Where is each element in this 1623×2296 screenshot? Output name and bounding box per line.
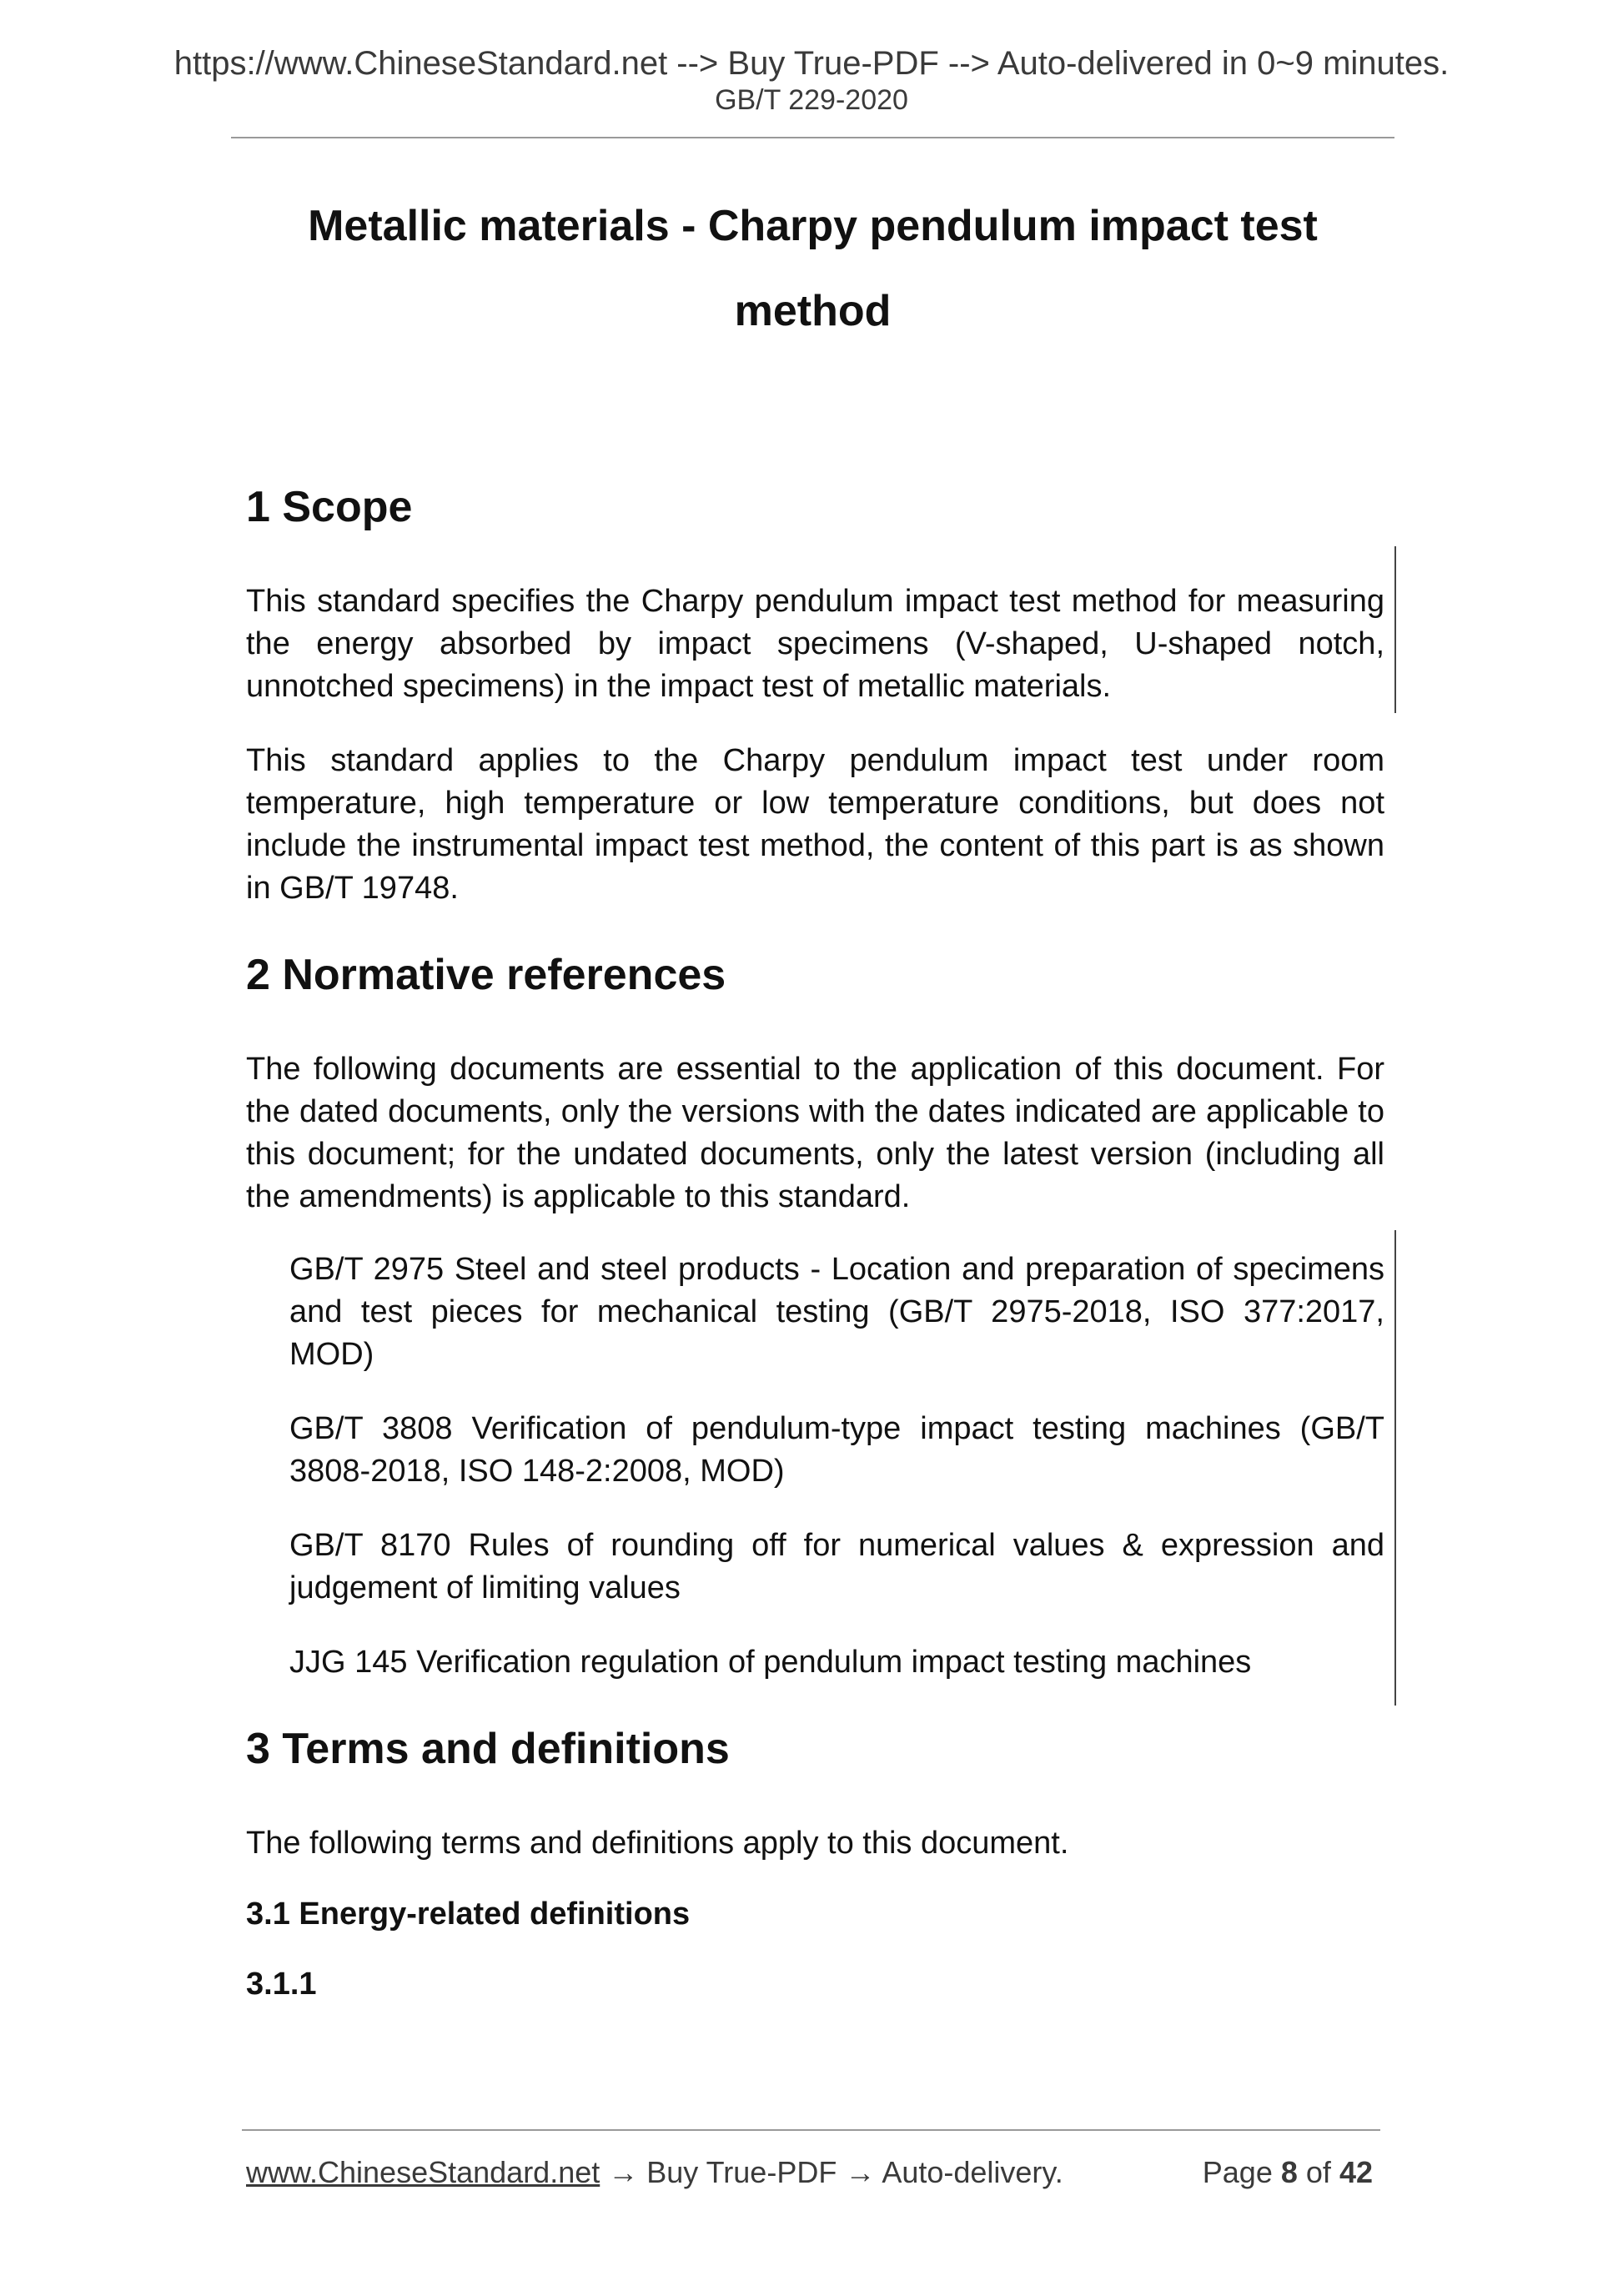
scope-paragraph: This standard applies to the Charpy pendulum impact test under room temperature, high temperature or low temperature conditions, but does not include the instrumental impact test method, the content of this part is as shown in GB/T 19748. [246, 743, 1384, 906]
terms-intro-paragraph: The following terms and definitions apply to this document. [246, 1826, 1069, 1861]
subsection-heading: 3.1 Energy-related definitions [246, 1897, 691, 1932]
footer-promo [246, 2154, 1063, 2191]
document-body [246, 467, 1384, 2005]
page-indicator [1203, 2154, 1373, 2191]
total-page-count: 42 [1339, 2155, 1373, 2189]
footer-divider [242, 2129, 1380, 2131]
normative-intro-paragraph: The following documents are essential to the application of this document. For the dated documents, only the versions with the dates indicated are applicable to this document; for the undated documents, only the latest version (including all the amendments) is applicable to this standard. [246, 1052, 1384, 1214]
current-page-number: 8 [1280, 2155, 1298, 2189]
section-heading-scope: 1 Scope [246, 483, 413, 531]
footer-website-link[interactable]: www.ChineseStandard.net [246, 2155, 600, 2189]
scope-paragraph: This standard specifies the Charpy pendulum impact test method for measuring the energy absorbed by impact specimens (V-shaped, U-shaped notch, unnotched specimens) in the impact test of metallic materials. [246, 584, 1384, 704]
reference-item: GB/T 8170 Rules of rounding off for numerical values & expression and judgement of limiting values [289, 1528, 1384, 1605]
change-bar [1394, 546, 1396, 713]
source-banner: https://www.ChineseStandard.net --> Buy True-PDF --> Auto-delivered in 0~9 minutes. [173, 45, 1450, 82]
page-label: Page [1202, 2155, 1273, 2189]
title-line-1: Metallic materials - Charpy pendulum impact test [308, 202, 1318, 250]
header-divider [231, 137, 1394, 138]
reference-item: GB/T 3808 Verification of pendulum-type impact testing machines (GB/T 3808-2018, ISO 148-2:2008, MOD) [289, 1411, 1384, 1489]
document-number: GB/T 229-2020 [715, 84, 908, 116]
section-heading-terms: 3 Terms and definitions [246, 1725, 730, 1773]
footer-promo-text: → Buy True-PDF → Auto-delivery. [600, 2155, 1063, 2189]
reference-item: JJG 145 Verification regulation of pendulum impact testing machines [289, 1645, 1252, 1680]
reference-list [246, 1248, 1384, 1684]
title-line-2: method [734, 287, 892, 335]
page-of-label: of [1305, 2155, 1331, 2189]
document-title [231, 183, 1394, 354]
subsection-number: 3.1.1 [246, 1967, 317, 2002]
change-bar [1394, 1230, 1396, 1706]
section-heading-normative-references: 2 Normative references [246, 951, 726, 999]
reference-item: GB/T 2975 Steel and steel products - Location and preparation of specimens and test pieces for mechanical testing (GB/T 2975-2018, ISO 377:2017, MOD) [289, 1252, 1384, 1372]
